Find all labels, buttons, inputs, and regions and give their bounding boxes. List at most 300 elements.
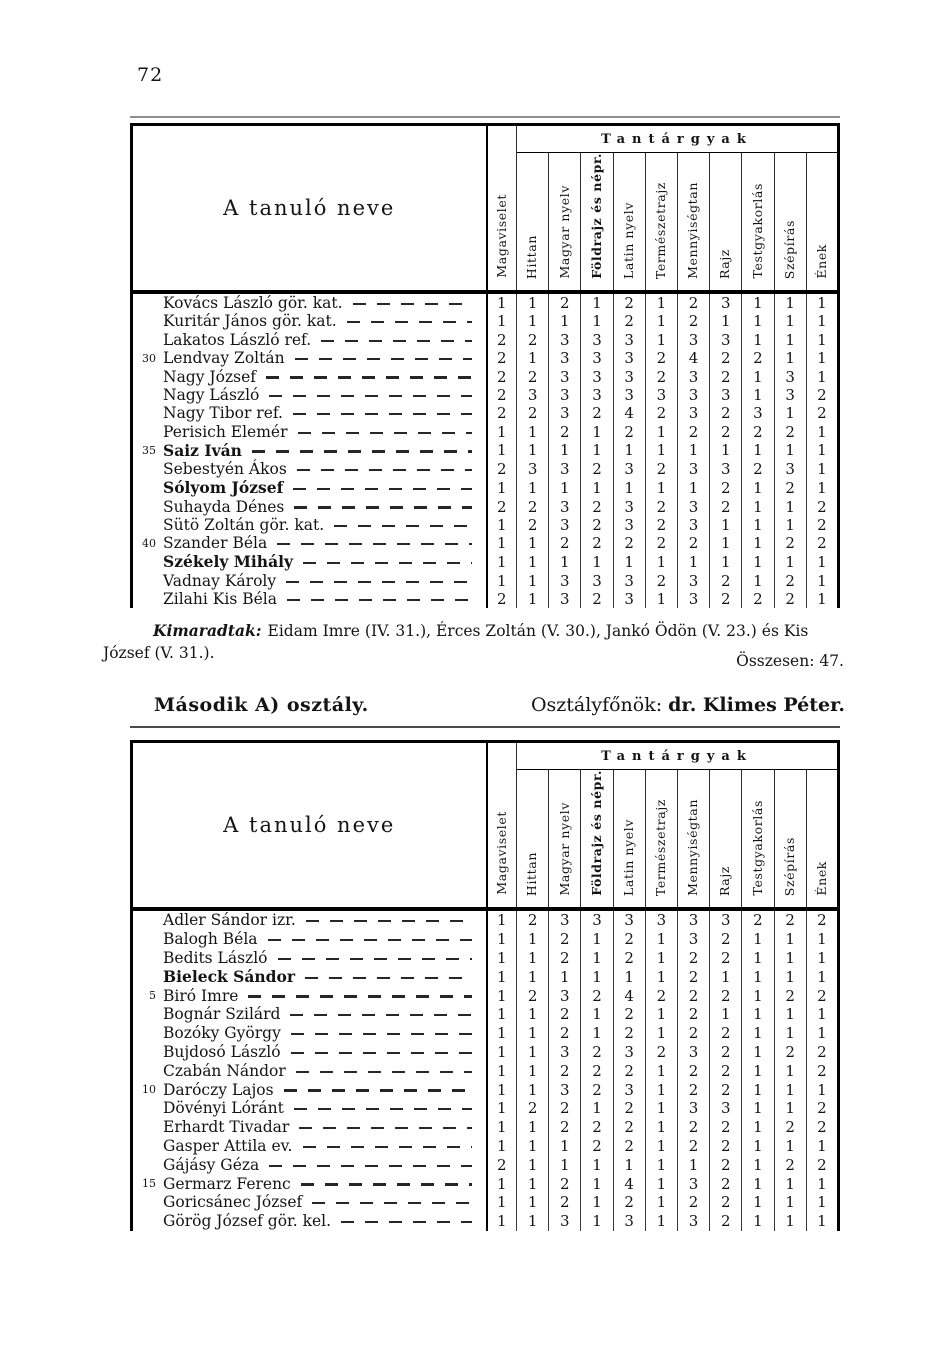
student-name: Czabán Nándor: [163, 1061, 286, 1080]
subject-grade-cell: 1: [742, 1043, 774, 1062]
subject-column-header: Hittan: [517, 153, 549, 292]
student-row: [132, 516, 839, 534]
subject-grade-cell: 1: [517, 534, 549, 552]
conduct-grade-cell: 1: [496, 948, 507, 967]
subject-grade-cell: 1: [806, 331, 838, 349]
student-name: Görög József gör. kel.: [163, 1212, 332, 1231]
subject-grade-cell: 1: [645, 552, 677, 571]
student-name: Gájásy Géza: [163, 1155, 260, 1174]
subject-grade-cell: 2: [742, 909, 774, 930]
subject-grade-cell: 1: [645, 1155, 677, 1174]
subject-grade-cell: 1: [806, 460, 838, 478]
conduct-grade-cell: 1: [496, 1061, 507, 1080]
subject-grade-cell: 1: [806, 1212, 838, 1231]
subject-grade-cell: 1: [581, 1024, 613, 1043]
subject-grade-cell: 2: [645, 460, 677, 478]
subject-grade-cell: 3: [677, 1099, 709, 1118]
top-rule: [130, 116, 840, 118]
student-row: [132, 1043, 839, 1062]
subject-grade-cell: 2: [613, 534, 645, 552]
subject-grade-cell: 1: [774, 516, 806, 534]
subject-column-header: Mennyiségtan: [677, 153, 709, 292]
student-row: [132, 967, 839, 986]
row-number: 15: [142, 1177, 156, 1191]
subject-grade-cell: 2: [613, 1193, 645, 1212]
subject-grade-cell: 1: [774, 1193, 806, 1212]
conduct-grade-cell: 1: [496, 1118, 507, 1137]
subject-grade-cell: 1: [549, 441, 581, 460]
subject-grade-cell: 1: [581, 1155, 613, 1174]
subject-grade-cell: 2: [677, 423, 709, 441]
subject-grade-cell: 1: [517, 1118, 549, 1137]
dash-leader: [321, 340, 471, 342]
conduct-grade-cell: 1: [496, 986, 507, 1005]
subject-grade-cell: 1: [645, 590, 677, 608]
subject-grade-cell: 1: [645, 423, 677, 441]
subject-grade-cell: 2: [677, 986, 709, 1005]
student-name-cell: [132, 534, 487, 552]
subject-grade-cell: 2: [710, 423, 742, 441]
subject-grade-cell: 1: [742, 331, 774, 349]
dash-leader: [301, 1183, 472, 1185]
subject-grade-cell: 1: [774, 312, 806, 330]
subject-grade-cell: 2: [677, 1005, 709, 1024]
subject-grade-cell: 2: [581, 460, 613, 478]
subject-grade-cell: 2: [806, 1061, 838, 1080]
subject-grade-cell: 3: [549, 590, 581, 608]
student-name: Nagy Tibor ref.: [163, 404, 283, 423]
subject-grade-cell: 2: [677, 1193, 709, 1212]
subject-grade-cell: 2: [806, 1043, 838, 1062]
student-name-cell: [132, 312, 487, 330]
subject-grade-cell: 1: [645, 1118, 677, 1137]
subject-grade-cell: 1: [806, 948, 838, 967]
subject-grade-cell: 2: [613, 930, 645, 949]
grade-table-class1-block: [130, 116, 840, 608]
subject-grade-cell: 3: [549, 404, 581, 422]
subject-grade-cell: 2: [710, 986, 742, 1005]
subject-grade-cell: 1: [613, 552, 645, 571]
teacher-name: dr. Klimes Péter.: [668, 694, 845, 716]
subject-grade-cell: 2: [806, 1155, 838, 1174]
subject-grade-cell: 1: [710, 312, 742, 330]
student-row: [132, 367, 839, 385]
subject-grade-cell: 2: [806, 1118, 838, 1137]
subject-grade-cell: 1: [645, 478, 677, 497]
subject-grade-cell: 1: [517, 1005, 549, 1024]
subject-grade-cell: 1: [806, 478, 838, 497]
subject-grade-cell: 1: [742, 516, 774, 534]
subject-grade-cell: 1: [645, 331, 677, 349]
subject-grade-cell: 1: [710, 516, 742, 534]
conduct-grade-cell: 1: [496, 929, 507, 948]
subject-grade-cell: 1: [806, 590, 838, 608]
subject-grade-cell: 2: [613, 1099, 645, 1118]
student-name-cell: [132, 441, 487, 460]
row-number: 40: [142, 536, 156, 550]
subject-grade-cell: 2: [581, 1137, 613, 1156]
subject-grade-cell: 1: [806, 367, 838, 385]
subject-grade-cell: 1: [742, 1099, 774, 1118]
dash-leader: [298, 432, 472, 434]
subject-grade-cell: 1: [774, 1099, 806, 1118]
class2-title: Második A) osztály.: [154, 694, 369, 716]
subject-grade-cell: 1: [806, 930, 838, 949]
student-name: Perisich Elemér: [163, 422, 288, 441]
student-name: Vadnay Károly: [163, 571, 277, 590]
student-name-cell: [132, 930, 487, 949]
subject-grade-cell: 3: [774, 386, 806, 404]
student-name-cell: [132, 478, 487, 497]
dash-leader: [248, 995, 471, 997]
subject-grade-cell: 3: [581, 367, 613, 385]
subject-grade-cell: 1: [806, 967, 838, 986]
subject-grade-cell: 2: [645, 516, 677, 534]
student-row: [132, 534, 839, 552]
subject-grade-cell: 2: [710, 1155, 742, 1174]
subject-grade-cell: 2: [677, 967, 709, 986]
dash-leader: [299, 1127, 471, 1129]
subject-grade-cell: 3: [581, 331, 613, 349]
row-number: 10: [142, 1083, 156, 1097]
student-row: [132, 590, 839, 608]
student-name: Sebestyén Ákos: [163, 460, 287, 479]
subject-grade-cell: 2: [517, 331, 549, 349]
student-row: [132, 1174, 839, 1193]
subject-grade-cell: 1: [806, 552, 838, 571]
subject-grade-cell: 1: [774, 1174, 806, 1193]
subject-column-header: Szépírás: [774, 770, 806, 909]
subject-grade-cell: 3: [613, 331, 645, 349]
subject-grade-cell: 2: [581, 590, 613, 608]
conduct-grade-cell: 1: [496, 1099, 507, 1118]
subject-grade-cell: 1: [742, 1005, 774, 1024]
class2-section-heading: [130, 694, 845, 716]
student-name-cell: [132, 1024, 487, 1043]
subject-grade-cell: 1: [581, 552, 613, 571]
total-count: Összesen: 47.: [736, 652, 844, 670]
subject-grade-cell: 2: [549, 930, 581, 949]
subject-grade-cell: 1: [581, 1193, 613, 1212]
subject-grade-cell: 2: [581, 516, 613, 534]
subject-grade-cell: 3: [581, 349, 613, 367]
subject-grade-cell: 2: [710, 404, 742, 422]
student-row: [132, 478, 839, 497]
student-name-cell: [132, 909, 487, 930]
subject-grade-cell: 1: [517, 1080, 549, 1099]
student-row: [132, 1024, 839, 1043]
teacher-label: Osztályfőnök:: [530, 694, 663, 716]
subject-grade-cell: 1: [742, 292, 774, 312]
subject-grade-cell: 3: [613, 1080, 645, 1099]
student-name-cell: [132, 404, 487, 422]
subject-grade-cell: 2: [710, 1080, 742, 1099]
subject-grade-cell: 1: [774, 1005, 806, 1024]
student-name: Bognár Szilárd: [163, 1005, 281, 1024]
subject-grade-cell: 1: [806, 1005, 838, 1024]
subject-grade-cell: 3: [613, 909, 645, 930]
subject-grade-cell: 2: [677, 292, 709, 312]
student-name-column-header: A tanuló neve: [132, 742, 487, 909]
subject-grade-cell: 2: [645, 986, 677, 1005]
subject-grade-cell: 4: [613, 1174, 645, 1193]
subject-grade-cell: 3: [613, 497, 645, 515]
subject-grade-cell: 1: [742, 367, 774, 385]
subject-grade-cell: 2: [710, 497, 742, 515]
student-name: Adler Sándor izr.: [163, 911, 296, 930]
subject-grade-cell: 2: [806, 986, 838, 1005]
subject-grade-cell: 3: [677, 331, 709, 349]
subject-grade-cell: 3: [517, 460, 549, 478]
dash-leader: [312, 1202, 471, 1204]
subject-grade-cell: 1: [774, 552, 806, 571]
subject-column-header: Magyar nyelv: [549, 153, 581, 292]
subject-grade-cell: 2: [645, 404, 677, 422]
subject-grade-cell: 2: [774, 571, 806, 589]
student-name: Germarz Ferenc: [163, 1174, 291, 1193]
subject-grade-cell: 3: [677, 909, 709, 930]
dash-leader: [286, 581, 471, 583]
subject-grade-cell: 3: [613, 590, 645, 608]
subject-grade-cell: 2: [710, 948, 742, 967]
grade-table-class2: [130, 740, 840, 1231]
conduct-grade-cell: 2: [496, 460, 507, 479]
subject-grade-cell: 2: [613, 292, 645, 312]
subject-grade-cell: 1: [517, 349, 549, 367]
dash-leader: [347, 321, 472, 323]
subject-grade-cell: 1: [549, 312, 581, 330]
subject-grade-cell: 1: [549, 1137, 581, 1156]
subject-grade-cell: 2: [549, 1193, 581, 1212]
student-name: Dövényi Lóránt: [163, 1099, 284, 1118]
subject-grade-cell: 2: [710, 571, 742, 589]
dash-leader: [294, 506, 471, 508]
subject-grade-cell: 1: [517, 930, 549, 949]
subject-grade-cell: 1: [517, 423, 549, 441]
subject-grade-cell: 1: [517, 948, 549, 967]
subject-grade-cell: 2: [710, 478, 742, 497]
subject-grade-cell: 1: [517, 312, 549, 330]
subject-grade-cell: 2: [549, 534, 581, 552]
subject-grade-cell: 1: [774, 1024, 806, 1043]
conduct-grade-cell: 1: [496, 1080, 507, 1099]
subject-grade-cell: 1: [742, 986, 774, 1005]
subject-grade-cell: 1: [581, 967, 613, 986]
subject-grade-cell: 1: [710, 1005, 742, 1024]
subject-grade-cell: 1: [517, 1024, 549, 1043]
dash-leader: [293, 488, 471, 490]
subject-grade-cell: 1: [517, 590, 549, 608]
conduct-grade-cell: 1: [496, 911, 507, 930]
subject-grade-cell: 1: [517, 571, 549, 589]
subject-grade-cell: 4: [613, 404, 645, 422]
subject-grade-cell: 1: [742, 552, 774, 571]
subject-grade-cell: 2: [806, 497, 838, 515]
conduct-column-header: Magaviselet: [487, 125, 517, 292]
student-row: [132, 1080, 839, 1099]
conduct-grade-cell: 1: [496, 552, 507, 571]
subject-grade-cell: 3: [710, 331, 742, 349]
conduct-grade-cell: 2: [496, 330, 507, 349]
subject-grade-cell: 3: [549, 460, 581, 478]
subject-grade-cell: 2: [613, 1024, 645, 1043]
subject-grade-cell: 3: [677, 497, 709, 515]
student-row: [132, 497, 839, 515]
subject-grade-cell: 3: [677, 367, 709, 385]
subject-grade-cell: 2: [677, 312, 709, 330]
subject-grade-cell: 2: [645, 571, 677, 589]
student-row: [132, 331, 839, 349]
subject-grade-cell: 1: [517, 1212, 549, 1231]
subject-grade-cell: 2: [774, 986, 806, 1005]
subject-grade-cell: 3: [710, 386, 742, 404]
subject-grade-cell: 2: [774, 1155, 806, 1174]
subject-grade-cell: 1: [613, 478, 645, 497]
student-row: [132, 1137, 839, 1156]
subject-grade-cell: 1: [645, 1174, 677, 1193]
subject-grade-cell: 2: [581, 1118, 613, 1137]
subject-column-header: Magyar nyelv: [549, 770, 581, 909]
student-name-cell: [132, 986, 487, 1005]
student-name-cell: [132, 1080, 487, 1099]
conduct-grade-cell: 1: [496, 441, 507, 460]
conduct-grade-cell: 1: [496, 1212, 507, 1231]
student-name: Suhayda Dénes: [163, 497, 285, 516]
subject-column-header: Testgyakorlás: [742, 770, 774, 909]
student-name-cell: [132, 460, 487, 478]
dash-leader: [269, 1165, 471, 1167]
student-name: Sólyom József: [163, 478, 284, 498]
student-name-cell: [132, 1174, 487, 1193]
withdrawn-label: Kimaradtak:: [153, 620, 262, 640]
subject-grade-cell: 2: [581, 1080, 613, 1099]
conduct-grade-cell: 1: [496, 534, 507, 553]
subject-grade-cell: 3: [710, 1099, 742, 1118]
student-row: [132, 312, 839, 330]
subject-grade-cell: 2: [710, 1043, 742, 1062]
subject-grade-cell: 2: [774, 423, 806, 441]
conduct-grade-cell: 1: [496, 515, 507, 534]
subject-column-header: Rajz: [710, 770, 742, 909]
student-row: [132, 292, 839, 312]
subject-grade-cell: 3: [581, 386, 613, 404]
student-name: Gasper Attila ev.: [163, 1136, 293, 1155]
subject-grade-cell: 2: [710, 367, 742, 385]
subject-grade-cell: 1: [549, 552, 581, 571]
subject-grade-cell: 1: [710, 534, 742, 552]
dash-leader: [303, 562, 471, 564]
subject-grade-cell: 2: [806, 386, 838, 404]
student-name: Lendvay Zoltán: [163, 349, 285, 368]
subject-grade-cell: 3: [774, 367, 806, 385]
subject-grade-cell: 2: [710, 590, 742, 608]
grade-table-class1: [130, 123, 840, 608]
subject-grade-cell: 2: [742, 423, 774, 441]
subject-grade-cell: 2: [613, 1118, 645, 1137]
dash-leader: [306, 920, 472, 922]
subject-grade-cell: 1: [517, 1193, 549, 1212]
dash-leader: [290, 1014, 471, 1016]
subject-grade-cell: 1: [742, 1024, 774, 1043]
student-name: Székely Mihály: [163, 552, 294, 572]
student-name: Szander Béla: [163, 534, 268, 553]
subject-grade-cell: 1: [742, 1193, 774, 1212]
conduct-column-header: Magaviselet: [487, 742, 517, 909]
student-row: [132, 1193, 839, 1212]
subject-grade-cell: 1: [613, 441, 645, 460]
subject-grade-cell: 1: [774, 497, 806, 515]
subject-grade-cell: 2: [806, 516, 838, 534]
student-name: Nagy József: [163, 367, 256, 386]
dash-leader: [294, 1108, 472, 1110]
student-name-cell: [132, 1118, 487, 1137]
subject-grade-cell: 1: [806, 1174, 838, 1193]
subject-column-header: Földrajz és népr.: [581, 153, 613, 292]
student-name-cell: [132, 292, 487, 312]
student-row: [132, 441, 839, 460]
student-row: [132, 1212, 839, 1231]
subject-grade-cell: 1: [517, 552, 549, 571]
subject-grade-cell: 1: [581, 478, 613, 497]
subject-grade-cell: 1: [549, 967, 581, 986]
subject-grade-cell: 1: [645, 1137, 677, 1156]
student-name-cell: [132, 1155, 487, 1174]
student-name: Daróczy Lajos: [163, 1080, 274, 1099]
dash-leader: [268, 939, 472, 941]
student-name-column-header: A tanuló neve: [132, 125, 487, 292]
subject-grade-cell: 1: [645, 930, 677, 949]
subject-column-header: Ének: [806, 153, 838, 292]
subject-grade-cell: 3: [613, 349, 645, 367]
subject-grade-cell: 1: [742, 1061, 774, 1080]
subject-grade-cell: 3: [613, 386, 645, 404]
subject-grade-cell: 3: [613, 516, 645, 534]
student-name: Biró Imre: [163, 986, 239, 1005]
subject-grade-cell: 2: [742, 460, 774, 478]
subjects-group-header: Tantárgyak: [517, 742, 839, 770]
subject-grade-cell: 2: [549, 292, 581, 312]
subject-grade-cell: 1: [774, 1080, 806, 1099]
subject-grade-cell: 2: [581, 1043, 613, 1062]
student-name-cell: [132, 1212, 487, 1231]
subject-grade-cell: 2: [517, 497, 549, 515]
subject-grade-cell: 2: [645, 534, 677, 552]
subject-grade-cell: 1: [517, 478, 549, 497]
subject-grade-cell: 1: [645, 1080, 677, 1099]
student-name-cell: [132, 386, 487, 404]
subject-grade-cell: 1: [710, 967, 742, 986]
conduct-grade-cell: 1: [496, 312, 507, 331]
subject-grade-cell: 2: [581, 534, 613, 552]
subject-grade-cell: 3: [677, 1043, 709, 1062]
student-row: [132, 909, 839, 930]
heading-rule: [130, 726, 840, 728]
subject-grade-cell: 2: [710, 349, 742, 367]
row-number: 30: [142, 351, 156, 365]
subject-grade-cell: 1: [517, 967, 549, 986]
subject-grade-cell: 1: [645, 1212, 677, 1231]
student-name-cell: [132, 497, 487, 515]
subject-grade-cell: 3: [517, 386, 549, 404]
subject-grade-cell: 4: [613, 986, 645, 1005]
subject-grade-cell: 1: [645, 312, 677, 330]
subject-column-header: Hittan: [517, 770, 549, 909]
subject-grade-cell: 1: [774, 1212, 806, 1231]
class1-body: [132, 292, 839, 608]
subject-grade-cell: 2: [742, 349, 774, 367]
subject-column-header: Természetrajz: [645, 770, 677, 909]
conduct-grade-cell: 1: [496, 1174, 507, 1193]
